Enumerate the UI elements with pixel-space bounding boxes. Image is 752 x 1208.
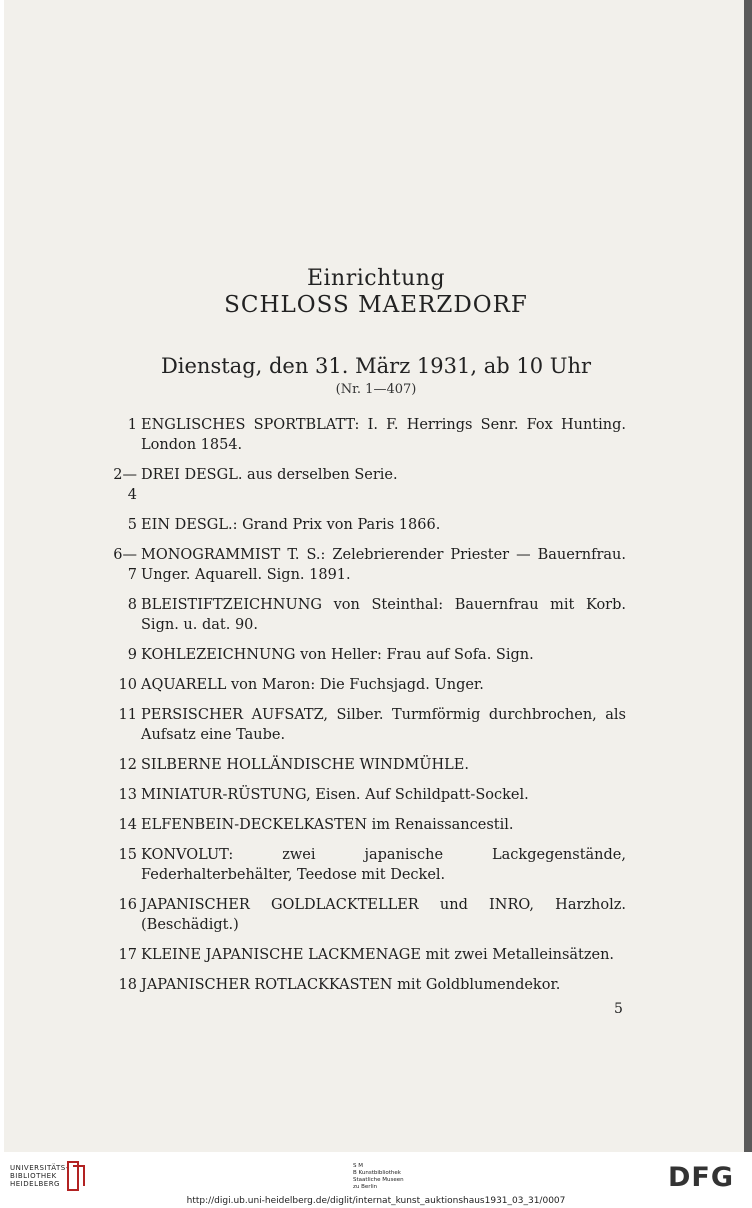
lot-text: JAPANISCHER GOLDLACKTELLER und INRO, Harzholz. (Beschädigt.) [141,897,626,933]
page-edge [744,0,752,1152]
sm-line: S M [353,1163,363,1169]
lot-number: 13 [118,787,137,803]
page-number: 5 [614,1001,623,1017]
sm-line: zu Berlin [353,1184,378,1190]
lot-number: 15 [118,847,137,863]
lot-text: MINIATUR-RÜSTUNG, Eisen. Auf Schildpatt-Sockel. [141,787,529,803]
lot-text: BLEISTIFTZEICHNUNG von Steinthal: Bauernfrau mit Korb. Sign. u. dat. 90. [141,597,626,633]
permalink-url[interactable]: http://digi.ub.uni-heidelberg.de/diglit/internat_kunst_auktionshaus1931_03_31/0007 [186,1196,566,1206]
lot-number: 2—4 [113,467,137,503]
lot-text: ELFENBEIN-DECKELKASTEN im Renaissancestil. [141,817,514,833]
university-library-logo[interactable] [10,1164,69,1188]
university-line: UNIVERSITÄTS- [10,1164,69,1172]
sm-line: B Kunstbibliothek [353,1170,401,1176]
lot-entry [110,465,626,505]
lot-number: 9 [127,647,137,663]
lot-number: 17 [118,947,137,963]
lot-entry [110,645,626,665]
lot-range: (Nr. 1—407) [335,382,417,397]
auction-date: Dienstag, den 31. März 1931, ab 10 Uhr [160,354,592,378]
lot-number: 6—7 [113,547,137,583]
lot-entry [110,675,626,695]
lot-number: 18 [118,977,137,993]
lot-number: 14 [118,817,137,833]
lot-number: 10 [118,677,137,693]
dfg-logo[interactable]: DFG [668,1162,735,1193]
lot-text: EIN DESGL.: Grand Prix von Paris 1866. [141,517,441,533]
lot-entry [110,545,626,585]
lot-entry [110,515,626,535]
lot-text: MONOGRAMMIST T. S.: Zelebrierender Priester — Bauernfrau. Unger. Aquarell. Sign. 1891. [141,547,626,583]
university-line: HEIDELBERG [10,1180,60,1188]
lot-entry [110,895,626,935]
lot-number: 12 [118,757,137,773]
lot-text: KONVOLUT: zwei japanische Lackgegenstände, Federhalterbehälter, Teedose mit Deckel. [141,847,626,883]
kunstbibliothek-logo[interactable] [353,1163,404,1191]
lot-entry [110,595,626,635]
lot-text: JAPANISCHER ROTLACKKASTEN mit Goldblumendekor. [141,977,561,993]
lot-text: KLEINE JAPANISCHE LACKMENAGE mit zwei Metalleinsätzen. [141,947,615,963]
heading-title: SCHLOSS MAERZDORF [224,292,528,318]
lot-number: 1 [127,417,137,433]
lot-entry [110,785,626,805]
lot-text: AQUARELL von Maron: Die Fuchsjagd. Unger. [141,677,484,693]
lot-text: DREI DESGL. aus derselben Serie. [141,467,398,483]
lot-number: 16 [118,897,137,913]
lot-number: 8 [127,597,137,613]
sm-line: Staatliche Museen [353,1177,404,1183]
lot-number: 11 [118,707,137,723]
lot-entry [110,815,626,835]
lot-entry [110,945,626,965]
university-line: BIBLIOTHEK [10,1172,57,1180]
lot-text: PERSISCHER AUFSATZ, Silber. Turmförmig durchbrochen, als Aufsatz eine Taube. [141,707,626,743]
lot-text: ENGLISCHES SPORTBLATT: I. F. Herrings Senr. Fox Hunting. London 1854. [141,417,626,453]
lot-entry [110,705,626,745]
lot-entry [110,415,626,455]
heidelberg-emblem-icon [66,1160,86,1192]
lot-number: 5 [127,517,137,533]
lot-list [110,415,626,1005]
lot-entry [110,755,626,775]
lot-text: KOHLEZEICHNUNG von Heller: Frau auf Sofa. Sign. [141,647,534,663]
lot-entry [110,845,626,885]
lot-entry [110,975,626,995]
lot-text: SILBERNE HOLLÄNDISCHE WINDMÜHLE. [141,757,469,773]
heading-pre: Einrichtung [306,266,446,291]
